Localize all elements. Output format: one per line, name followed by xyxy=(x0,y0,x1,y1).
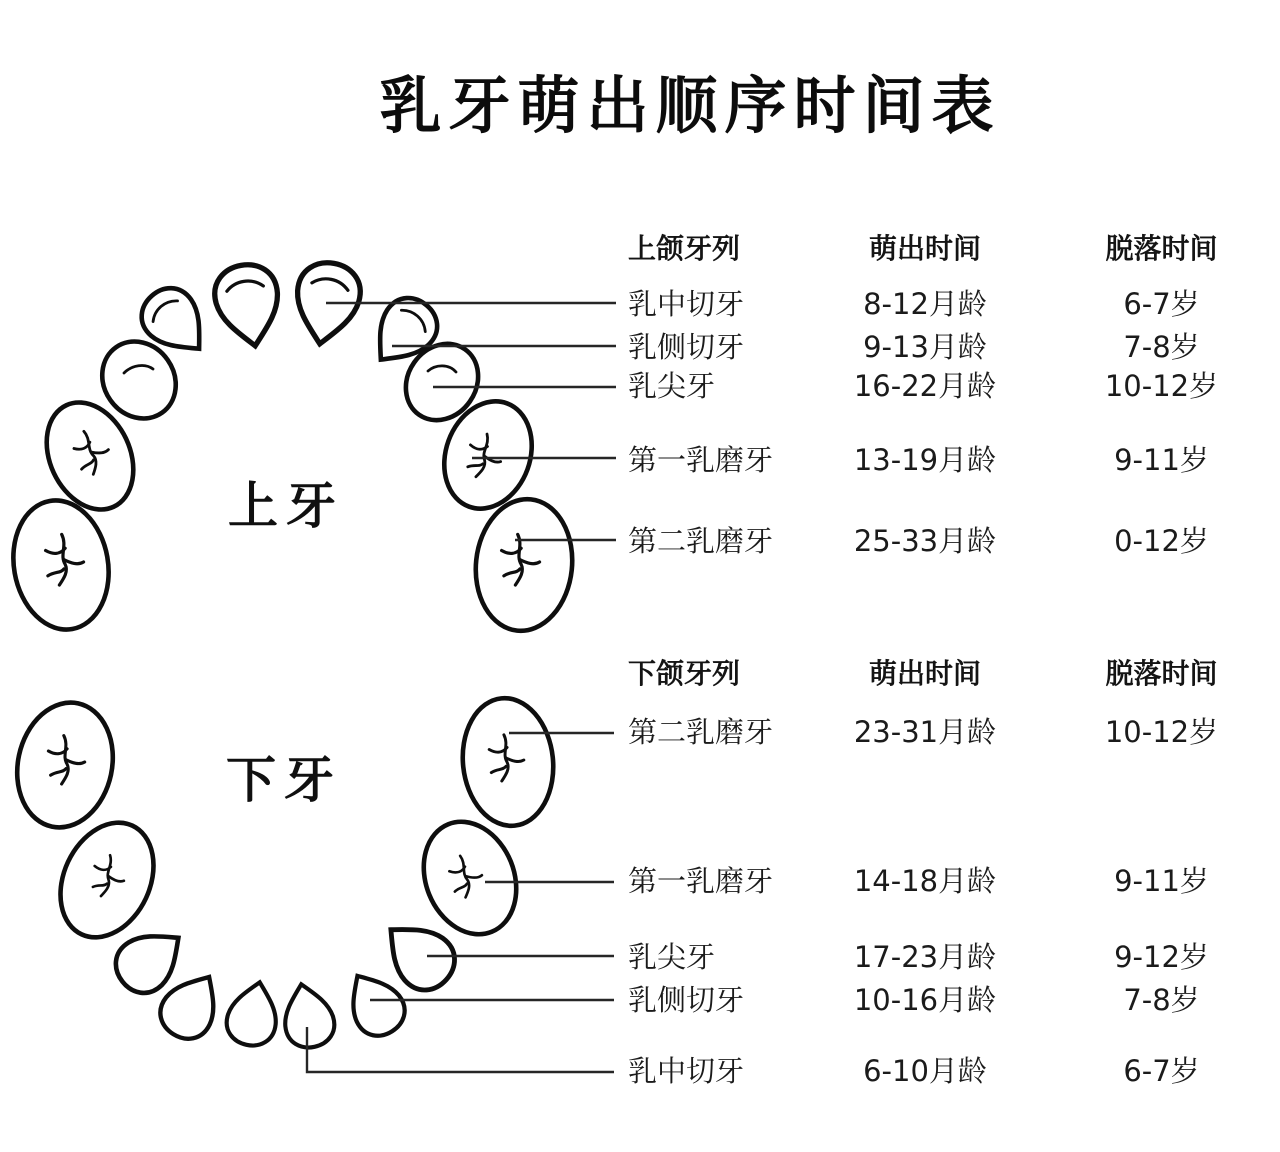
tooth-name: 乳尖牙 xyxy=(628,369,716,403)
table-row xyxy=(0,443,1280,477)
tooth-name: 乳侧切牙 xyxy=(628,983,745,1017)
eruption-time: 10-16月龄 xyxy=(853,983,997,1017)
upper-left-second-molar xyxy=(3,493,118,637)
shedding-time: 7-8岁 xyxy=(1123,330,1200,364)
table-row xyxy=(0,369,1280,403)
shedding-time: 9-11岁 xyxy=(1114,443,1209,477)
tooth-name: 第一乳磨牙 xyxy=(628,864,774,898)
shedding-time: 6-7岁 xyxy=(1123,1054,1200,1088)
upper-arch-label: 上牙 xyxy=(228,477,344,535)
shedding-time: 0-12岁 xyxy=(1114,524,1209,558)
upper-shedding-column-header: 脱落时间 xyxy=(1105,232,1218,265)
page-title: 乳牙萌出顺序时间表 xyxy=(379,69,1001,142)
lower-eruption-column-header: 萌出时间 xyxy=(868,657,981,690)
upper-eruption-column-header: 萌出时间 xyxy=(868,232,981,265)
shedding-time: 7-8岁 xyxy=(1123,983,1200,1017)
eruption-time: 13-19月龄 xyxy=(853,443,997,477)
eruption-time: 6-10月龄 xyxy=(863,1054,987,1088)
shedding-time: 9-12岁 xyxy=(1114,940,1209,974)
lower-table-header xyxy=(0,657,1280,691)
eruption-time: 17-23月龄 xyxy=(853,940,997,974)
lower-arch-label: 下牙 xyxy=(226,751,342,809)
table-row xyxy=(0,715,1280,749)
tooth-name: 乳中切牙 xyxy=(628,287,745,321)
tooth-name: 乳侧切牙 xyxy=(628,330,745,364)
shedding-time: 10-12岁 xyxy=(1104,715,1219,749)
table-row xyxy=(0,864,1280,898)
eruption-time: 9-13月龄 xyxy=(863,330,987,364)
tooth-name: 第二乳磨牙 xyxy=(628,715,774,749)
lower-shedding-column-header: 脱落时间 xyxy=(1105,657,1218,690)
table-row xyxy=(0,287,1280,321)
tooth-name: 乳中切牙 xyxy=(628,1054,745,1088)
table-row xyxy=(0,524,1280,558)
tooth-name: 乳尖牙 xyxy=(628,940,716,974)
table-row xyxy=(0,983,1280,1017)
shedding-time: 6-7岁 xyxy=(1123,287,1200,321)
tooth-name: 第二乳磨牙 xyxy=(628,524,774,558)
eruption-time: 8-12月龄 xyxy=(863,287,987,321)
upper-teeth-column-header: 上颌牙列 xyxy=(628,232,741,265)
eruption-time: 16-22月龄 xyxy=(853,369,997,403)
table-row xyxy=(0,940,1280,974)
eruption-time: 14-18月龄 xyxy=(853,864,997,898)
upper-right-second-molar xyxy=(469,494,578,635)
eruption-time: 23-31月龄 xyxy=(853,715,997,749)
upper-table-header xyxy=(0,232,1280,266)
shedding-time: 10-12岁 xyxy=(1104,369,1219,403)
eruption-time: 25-33月龄 xyxy=(853,524,997,558)
table-row xyxy=(0,330,1280,364)
lower-teeth-column-header: 下颌牙列 xyxy=(628,657,741,690)
table-row xyxy=(0,1054,1280,1088)
shedding-time: 9-11岁 xyxy=(1114,864,1209,898)
tooth-name: 第一乳磨牙 xyxy=(628,443,774,477)
